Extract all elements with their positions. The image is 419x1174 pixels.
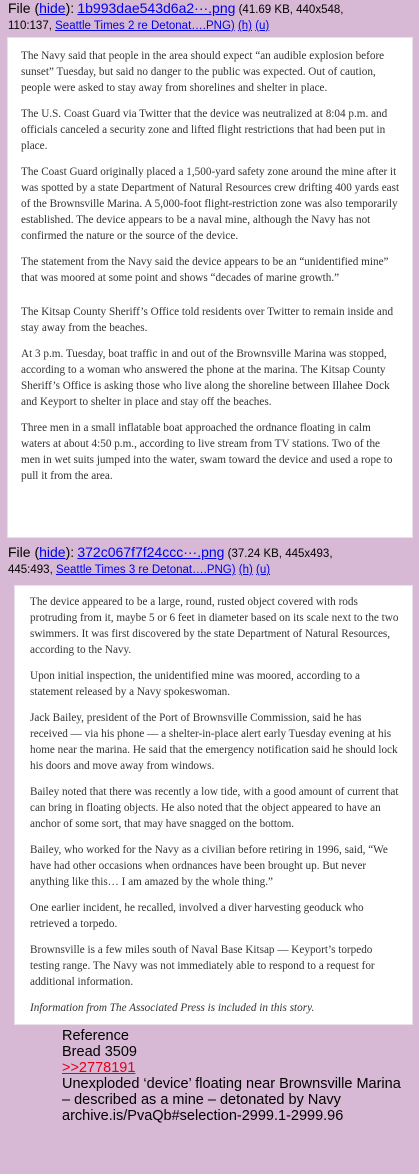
u-link[interactable]: (u) [255,20,270,32]
file-ratio: 445:493, [8,564,53,576]
post-body: Unexploded ‘device’ floating near Brownsville Marina – described as a mine – detonated by Navy [62,1076,401,1108]
hide-image-link[interactable]: hide [39,544,66,560]
reference-heading: Reference [62,1028,129,1044]
article-paragraph: At 3 p.m. Tuesday, boat traffic in and out of the Brownsville Marina was stopped, according to a woman who answered the phone at the marina. The Kitsap County Sheriff’s Office is asking those who live along the shoreline between Illahee Dock and Keyport to shelter in place and stay off the beaches. [21,348,390,408]
article-paragraph: Jack Bailey, president of the Port of Brownsville Commission, said he has received — via his phone — a shelter-in-place alert early Tuesday evening at his home near the marina. He said that the emergency notification said he should lock his doors and move away from windows. [30,712,398,772]
hide-image-link[interactable]: hide [39,0,66,16]
article-paragraph: Upon initial inspection, the unidentified mine was moored, according to a statement released by a Navy spokeswoman. [30,670,360,698]
article-paragraph: The Kitsap County Sheriff’s Office told residents over Twitter to remain inside and stay away from the beaches. [21,306,394,334]
image-filename-link[interactable]: 372c067f7f24ccc···.png [77,544,225,560]
file-info-1: File (hide): 1b993dae543d6a2···.png (41.69 KB, 440x548, 110:137, Seattle Times 2 re Detonat….PNG) (h) (u) [8,0,344,32]
article-paragraph: Bailey, who worked for the Navy as a civilian before retiring in 1996, said, “We have had other occasions when ordnances have been brought up. But never anything like this… I am amazed by the whole thing.” [30,844,388,888]
file-info-2: File (hide): 372c067f7f24ccc···.png (37.24 KB, 445x493, 445:493, Seattle Times 3 re Detonat….PNG) (h) (u) [8,544,333,576]
image-filename-link[interactable]: 1b993dae543d6a2···.png [77,0,236,16]
article-paragraph: Three men in a small inflatable boat approached the ordnance floating in calm waters at about 4:50 p.m., according to live stream from TV stations. Two of the men in wet suits jumped into the water, swam toward the device and used a rope to pull it from the area. [21,422,393,482]
source-filename-link[interactable]: Seattle Times 2 re Detonat….PNG) [55,20,235,32]
article-paragraph: The Coast Guard originally placed a 1,500-yard safety zone around the mine after it was spotted by a state Department of Natural Resources crew drifting 400 yards east of the Brownsville Marina. A 5,000-foot flight-restriction zone was also temporarily established. The device appears to be a naval mine, although the Navy has not confirmed the nature or the source of the device. [21,166,400,242]
article-paragraph: The U.S. Coast Guard via Twitter that the device was neutralized at 8:04 p.m. and officials canceled a security zone and lifted flight restrictions that had been put in place. [21,108,388,152]
post-message [62,1028,412,1124]
source-filename-link[interactable]: Seattle Times 3 re Detonat….PNG) [55,564,236,576]
archive-url: archive.is/PvaQb#selection-2999.1-2999.96 [62,1108,344,1124]
post-quote-link[interactable]: >>2778191 [62,1060,136,1076]
file-ratio: 110:137, [8,20,52,32]
article-credit: Information from The Associated Press is included in this story. [30,1002,315,1014]
article-paragraph: Brownsville is a few miles south of Naval Base Kitsap — Keyport’s torpedo testing range. The Navy was not immediately able to respond to a request for additional information. [30,944,375,988]
file-meta: (37.24 KB, 445x493, [227,548,333,560]
article-paragraph: Bailey noted that there was recently a low tide, with a good amount of current that can bring in floating objects. He also noted that the object appeared to have an anchor of some sort, that may have snagged on the bottom. [30,786,399,830]
bread-number: Bread 3509 [62,1044,137,1060]
article-paragraph: The Navy said that people in the area should expect “an audible explosion before sunset” Tuesday, but said no danger to the public was expected. Out of caution, people were asked to stay away from shorelines and shelter in place. [21,50,385,94]
h-link[interactable]: (h) [237,20,252,32]
u-link[interactable]: (u) [256,564,271,576]
article-paragraph: The statement from the Navy said the device appears to be an “unidentified mine” that was moored at some point and shows “decades of marine growth.” [21,256,389,284]
article-paragraph: The device appeared to be a large, round, rusted object covered with rods protruding from it, maybe 5 or 6 feet in diameter based on its scale next to the two swimmers. It was first discovered by the state Department of Natural Resources, according to the Navy. [30,596,399,656]
article-image-2[interactable] [14,585,413,1025]
article-paragraph: One earlier incident, he recalled, involved a diver harvesting geoduck who retrieved a torpedo. [30,902,364,930]
h-link[interactable]: (h) [238,564,253,576]
article-image-1[interactable] [7,37,413,538]
file-meta: (41.69 KB, 440x548, [238,4,344,16]
